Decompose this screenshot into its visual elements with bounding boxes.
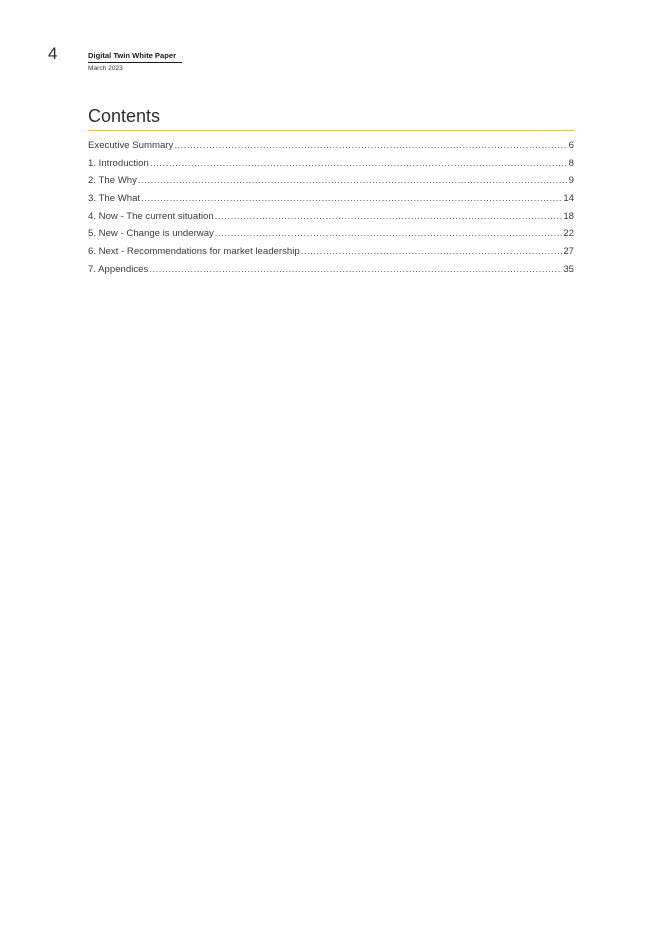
toc-item-appendices[interactable] xyxy=(88,261,574,279)
toc-item-label: 7. Appendices xyxy=(88,263,149,275)
toc-item-label: Executive Summary xyxy=(88,140,174,151)
toc-item-label: 5. New - Change is underway xyxy=(88,228,214,240)
toc-item-page: 22 xyxy=(563,228,574,240)
toc-dot-leader xyxy=(149,261,562,279)
toc-item-label: 2. The Why xyxy=(88,175,137,187)
toc-item-introduction[interactable] xyxy=(88,155,574,173)
toc-dot-leader xyxy=(215,225,562,243)
document-title: Digital Twin White Paper xyxy=(88,51,182,63)
toc-item-page: 6 xyxy=(568,140,574,151)
toc-item-label: 1. Introduction xyxy=(88,157,149,169)
contents-heading: Contents xyxy=(88,106,574,131)
toc-item-next[interactable] xyxy=(88,243,574,261)
document-date: March 2023 xyxy=(88,65,123,72)
toc-item-executive-summary[interactable] xyxy=(88,137,574,155)
toc-dot-leader xyxy=(174,137,567,155)
toc-dot-leader xyxy=(301,243,563,261)
toc-item-new[interactable] xyxy=(88,225,574,243)
document-header xyxy=(88,45,182,72)
toc-dot-leader xyxy=(150,155,568,173)
toc-item-page: 18 xyxy=(563,210,574,222)
toc-item-label: 6. Next - Recommendations for market leadership xyxy=(88,246,300,258)
toc-dot-leader xyxy=(141,190,562,208)
toc-item-page: 9 xyxy=(568,175,574,187)
table-of-contents xyxy=(88,106,574,279)
toc-item-label: 3. The What xyxy=(88,193,141,205)
toc-dot-leader xyxy=(215,208,563,226)
toc-list xyxy=(88,131,574,279)
toc-dot-leader xyxy=(138,172,568,190)
toc-item-label: 4. Now - The current situation xyxy=(88,210,214,222)
toc-item-page: 14 xyxy=(563,193,574,205)
toc-item-page: 8 xyxy=(568,157,574,169)
toc-item-now[interactable] xyxy=(88,208,574,226)
page-number: 4 xyxy=(48,44,58,63)
toc-item-page: 35 xyxy=(563,263,574,275)
toc-item-page: 27 xyxy=(563,246,574,258)
toc-item-the-what[interactable] xyxy=(88,190,574,208)
toc-item-the-why[interactable] xyxy=(88,172,574,190)
